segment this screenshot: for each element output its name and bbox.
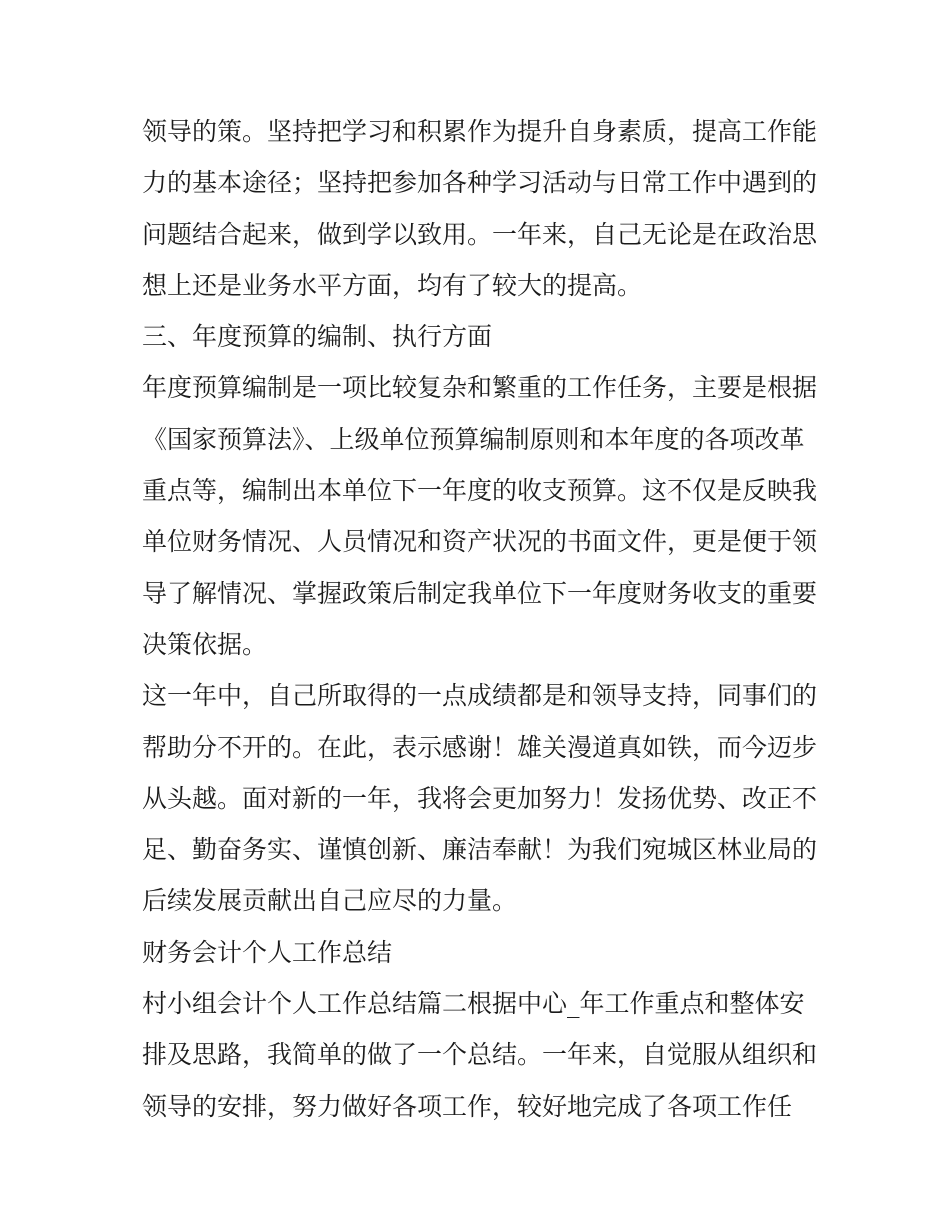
text-line: 决策依据。 [142,629,268,659]
text-line: 从头越。面对新的一年，我将会更加努力！发扬优势、改正不 [142,783,818,813]
text-line: 村小组会计个人工作总结篇二根据中心_年工作重点和整体安 [142,989,805,1019]
section-heading: 财务会计个人工作总结 [142,937,393,967]
text-line: 《国家预算法》、上级单位预算编制原则和本年度的各项改革 [142,424,805,454]
text-line: 领导的安排，努力做好各项工作，较好地完成了各项工作任 [142,1091,793,1121]
text-line: 足、勤奋务实、谨慎创新、廉洁奉献！为我们宛城区林业局的 [142,835,818,865]
text-line: 重点等，编制出本单位下一年度的收支预算。这不仅是反映我 [142,476,818,506]
text-line: 力的基本途径；坚持把参加各种学习活动与日常工作中遇到的 [142,168,818,198]
text-line: 年度预算编制是一项比较复杂和繁重的工作任务，主要是根据 [142,373,818,403]
text-line: 领导的策。坚持把学习和积累作为提升自身素质，提高工作能 [142,117,818,146]
text-line: 导了解情况、掌握政策后制定我单位下一年度财务收支的重要 [142,578,818,608]
section-heading: 三、年度预算的编制、执行方面 [142,322,493,352]
text-line: 帮助分不开的。在此，表示感谢！雄关漫道真如铁，而今迈步 [142,732,818,762]
document-body [142,106,822,1132]
text-line: 后续发展贡献出自己应尽的力量。 [142,886,518,916]
text-line: 想上还是业务水平方面，均有了较大的提高。 [142,270,643,300]
text-line: 问题结合起来，做到学以致用。一年来，自己无论是在政治思 [142,219,818,249]
text-line: 排及思路，我简单的做了一个总结。一年来，自觉服从组织和 [142,1040,818,1070]
text-line: 这一年中，自己所取得的一点成绩都是和领导支持，同事们的 [142,681,818,711]
text-line: 单位财务情况、人员情况和资产状况的书面文件，更是便于领 [142,527,818,557]
